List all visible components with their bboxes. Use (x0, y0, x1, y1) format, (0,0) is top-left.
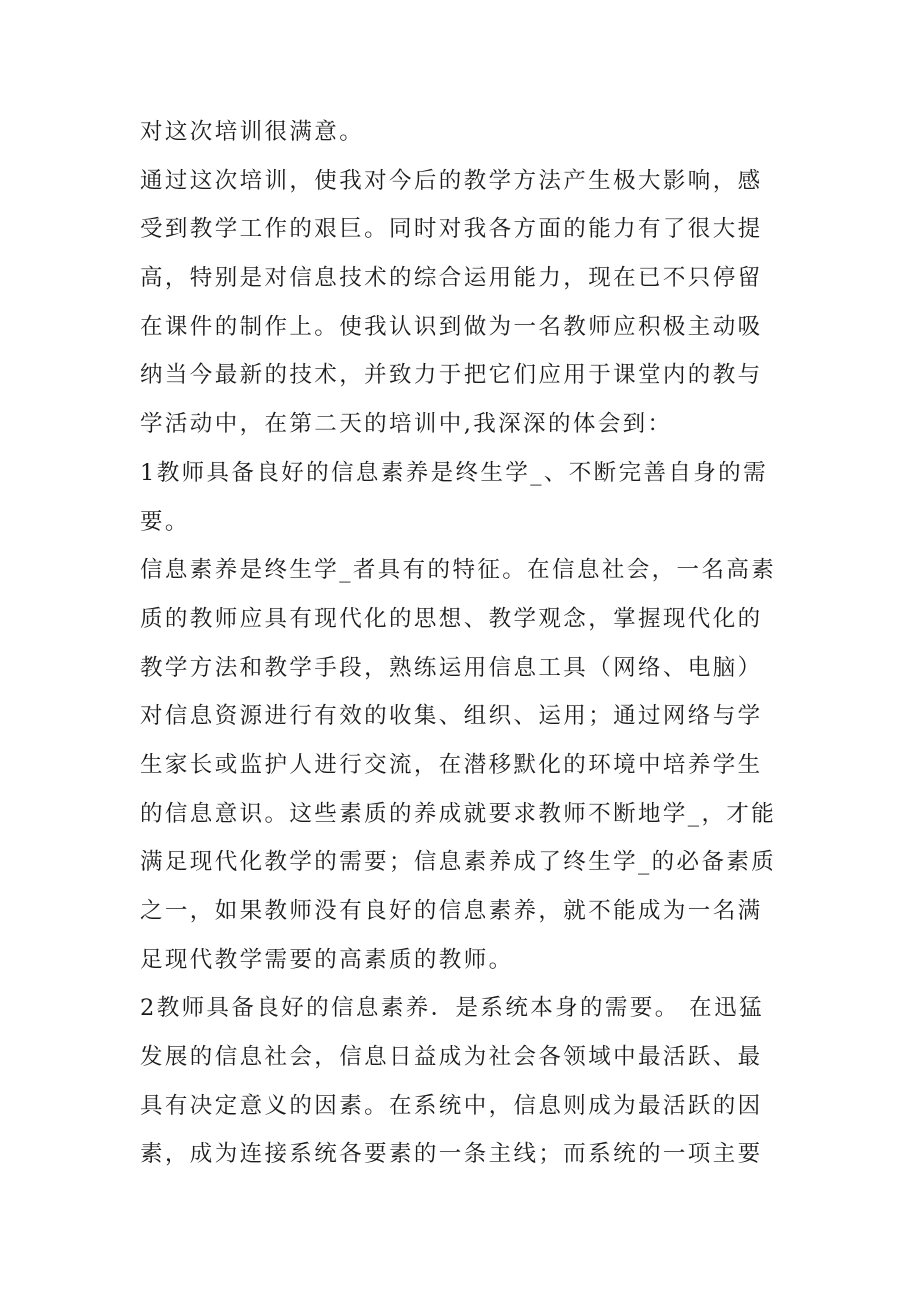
text-line: 发展的信息社会，信息日益成为社会各领域中最活跃、最 (140, 1044, 763, 1071)
text-line: 素，成为连接系统各要素的一条主线；而系统的一项主要 (140, 1141, 763, 1168)
text-line: 教学方法和教学手段，熟练运用信息工具（网络、电脑） (140, 654, 763, 681)
text-line: 对信息资源进行有效的收集、组织、运用；通过网络与学 (140, 703, 763, 730)
text-line: 2教师具备良好的信息素养．是系统本身的需要。 在迅猛 (140, 995, 764, 1022)
text-line: 质的教师应具有现代化的思想、教学观念，掌握现代化的 (140, 605, 763, 632)
text-line: 足现代教学需要的高素质的教师。 (140, 946, 514, 973)
text-line: 纳当今最新的技术，并致力于把它们应用于课堂内的教与 (140, 362, 763, 389)
text-line: 信息素养是终生学_者具有的特征。在信息社会，一名高素 (140, 557, 777, 584)
text-line: 满足现代化教学的需要；信息素养成了终生学_的必备素质 (140, 849, 777, 876)
text-line: 的信息意识。这些素质的养成就要求教师不断地学_，才能 (140, 800, 777, 827)
text-line: 要。 (140, 508, 190, 535)
text-line: 生家长或监护人进行交流，在潜移默化的环境中培养学生 (140, 751, 763, 778)
text-line: 1教师具备良好的信息素养是终生学_、不断完善自身的需 (140, 459, 768, 486)
text-line: 之一，如果教师没有良好的信息素养，就不能成为一名满 (140, 898, 763, 924)
text-line: 具有决定意义的因素。在系统中，信息则成为最活跃的因 (140, 1092, 763, 1119)
text-line: 通过这次培训，使我对今后的教学方法产生极大影响，感 (140, 167, 763, 194)
text-line: 受到教学工作的艰巨。同时对我各方面的能力有了很大提 (140, 216, 763, 243)
document-body (140, 108, 790, 1179)
text-line: 对这次培训很满意。 (140, 119, 365, 145)
text-line: 高，特别是对信息技术的综合运用能力，现在已不只停留 (140, 265, 763, 292)
text-line: 在课件的制作上。使我认识到做为一名教师应积极主动吸 (140, 313, 763, 340)
text-line: 学活动中，在第二天的培训中,我深深的体会到： (140, 411, 673, 438)
